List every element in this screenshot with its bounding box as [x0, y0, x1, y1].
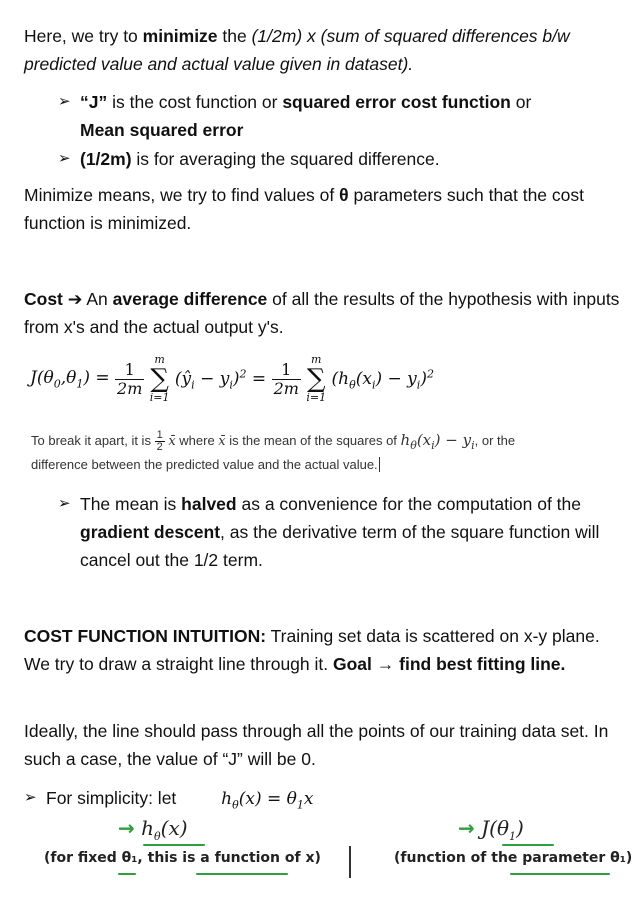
simplicity-text: For simplicity: let: [46, 788, 177, 808]
intro-bold: minimize: [142, 26, 218, 46]
cost-text: An: [86, 289, 113, 309]
arrow-bullet-icon: ➢: [58, 150, 71, 167]
minimize-text: Minimize means, we try to find values of: [24, 185, 340, 205]
intro-text: Here, we try to: [24, 26, 143, 46]
green-underline: [510, 873, 610, 875]
mean-bold-gradient: gradient descent: [80, 522, 221, 542]
ideally-paragraph: [24, 717, 620, 773]
bullet-simplicity: ➢ For simplicity: let $h_\theta(x) = \theta_1x$: [24, 784, 624, 812]
theta-symbol: θ: [339, 185, 349, 205]
green-arrow-icon: →: [458, 816, 475, 840]
explain-text: To break it apart, it is: [31, 433, 155, 448]
bullet-bold-mse: Mean squared error: [80, 120, 244, 140]
mean-text: The mean is: [80, 494, 182, 514]
explain-text-2: where: [175, 433, 219, 448]
ideally-text: Ideally, the line should pass through all the points of our training data set. In such a case, the value of “J” will be 0.: [24, 721, 609, 769]
half-m-label: (1/2m): [80, 149, 132, 169]
green-underline: [143, 844, 205, 846]
explanation-line-1: To break it apart, it is $\frac{1}{2}$ x̄ where x̄ is the mean of the squares of $h_\theta(x_i) - y_i$, or the: [31, 429, 516, 454]
green-underline: [196, 873, 288, 875]
bullet-text-or: or: [510, 92, 532, 112]
bullet-text: is the cost function or: [107, 92, 283, 112]
note-left: (for fixed θ₁, this is a function of x): [44, 850, 321, 866]
intro-italic: (1/2m) x (sum of squared differences b/w predicted value and actual value given in dataset).: [24, 26, 570, 74]
mean-text-2: as a convenience for the computation of the: [236, 494, 581, 514]
green-underline: [118, 873, 136, 875]
mean-text-3: , as the derivative term of the square function will cancel out the 1/2 term.: [80, 522, 600, 570]
note-right: (function of the parameter θ₁): [394, 850, 633, 866]
cost-text-2: of all the results of the hypothesis with inputs from x's and the actual output y's.: [24, 289, 620, 337]
green-underline: [502, 844, 554, 846]
intuition-paragraph: [24, 622, 620, 678]
bullet-mean-halved: [58, 490, 618, 574]
handwritten-j-theta: → $J(\theta_1)$: [458, 816, 524, 843]
bullet-bold: squared error cost function: [282, 92, 511, 112]
bullet-averaging: [58, 145, 618, 173]
arrow-bullet-icon: ➢: [24, 789, 37, 806]
minimize-text-2: parameters such that the cost function is minimized.: [24, 185, 584, 233]
j-label: “J”: [80, 92, 108, 112]
explain-text-3: is the mean of the squares of: [225, 433, 401, 448]
intro-text-2: the: [217, 26, 252, 46]
right-arrow-icon: ➔: [67, 289, 83, 309]
goal-text: find best fitting line.: [399, 654, 566, 674]
intuition-heading: COST FUNCTION INTUITION:: [24, 626, 267, 646]
vertical-divider: [349, 846, 351, 878]
bullet-cost-function: [58, 88, 618, 144]
cost-heading: Cost: [24, 289, 63, 309]
intro-paragraph: [24, 22, 620, 78]
text-cursor: [379, 457, 380, 472]
handwritten-h-theta: → $h_\theta(x)$: [118, 816, 188, 843]
cost-bold: average difference: [112, 289, 268, 309]
green-arrow-icon: →: [118, 816, 135, 840]
mean-bold-halved: halved: [181, 494, 237, 514]
arrow-bullet-icon: ➢: [58, 93, 71, 110]
explanation-line-2: [31, 453, 626, 477]
explain-text-line2: difference between the predicted value and the actual value.: [31, 457, 378, 472]
explain-text-4: , or the: [474, 433, 516, 448]
goal-label: Goal: [332, 654, 372, 674]
intuition-text: Training set data is scattered on x-y plane. We try to draw a straight line through it.: [24, 626, 600, 674]
minimize-paragraph: [24, 181, 620, 237]
arrow-bullet-icon: ➢: [58, 495, 71, 512]
cost-formula: $J(\theta_0,\theta_1)$ = $\frac{1}{2m}$ m ∑ i=1 $(ŷ_i - y_i)^2$ = $\frac{1}{2m}$ m ∑ i=1 $(h_\theta(x_i) - y_i)^2$: [30, 353, 434, 404]
bullet-text: is for averaging the squared difference.: [131, 149, 440, 169]
right-arrow-icon: →: [376, 654, 395, 674]
cost-paragraph: [24, 285, 620, 341]
